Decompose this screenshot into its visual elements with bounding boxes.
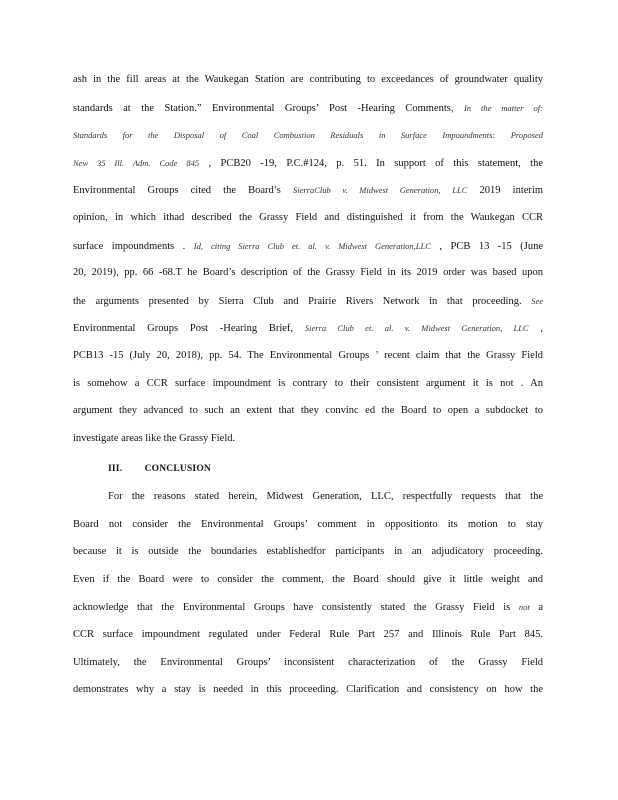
text-line (73, 628, 543, 642)
citation-text: Sierra Club et. al. v. Midwest Generation, LLC (304, 323, 529, 334)
text-line (73, 73, 543, 87)
citation-text: not (518, 602, 530, 613)
text-line (73, 683, 543, 697)
line-text: , PCB 13 -15 (June (430, 240, 543, 252)
line-text: , (528, 323, 543, 335)
line-text: ash in the fill areas at the Waukegan Station are contributing to exceedances of groundwater quality (73, 74, 543, 85)
citation-text: New 35 Ill. Adm. Code 845 (73, 157, 200, 168)
line-text: demonstrates why a stay is needed in this proceeding. Clarification and consistency on how the (73, 684, 543, 696)
text-line (73, 101, 543, 115)
text-line (73, 183, 543, 197)
text-line (73, 377, 543, 391)
text-line (73, 600, 543, 614)
line-text: is somehow a CCR surface impoundment is contrary to their consistent argument it is not . An (73, 377, 543, 389)
line-text: , PCB20 -19, P.C.#124, p. 51. In support of this statement, the (199, 157, 543, 169)
text-line (73, 128, 543, 142)
line-text: Board not consider the Environmental Groups’ comment in oppositionto its motion to stay (73, 518, 543, 530)
text-line (73, 656, 543, 670)
line-text: surface impoundments . (73, 240, 194, 252)
line-text: a (529, 602, 543, 614)
section-heading (108, 462, 211, 476)
line-text: the arguments presented by Sierra Club and Prairie Rivers Network in that proceeding. (73, 295, 532, 307)
text-line (73, 321, 543, 335)
text-line (73, 432, 543, 446)
line-text: acknowledge that the Environmental Groups have consistently stated the Grassy Field is (73, 602, 519, 614)
text-line (73, 404, 543, 418)
line-text: For the reasons stated herein, Midwest Generation, LLC, respectfully requests that the (108, 491, 543, 502)
text-line (73, 239, 543, 253)
citation-text: SierraClub v. Midwest Generation, LLC (292, 185, 468, 196)
text-line (73, 518, 543, 532)
text-line (73, 573, 543, 587)
text-line (73, 211, 543, 225)
citation-text: Id, citing Sierra Club et. al. v. Midwest Generation,LLC (193, 240, 431, 251)
line-text: Environmental Groups Post -Hearing Brief, (73, 323, 305, 335)
line-text: argument they advanced to such an extent that they convinc ed the Board to open a subdocket to (73, 405, 543, 417)
line-text: investigate areas like the Grassy Field. (73, 432, 236, 444)
text-line (73, 349, 543, 363)
line-text: 2019 interim (467, 185, 543, 197)
section-title: CONCLUSION (144, 464, 211, 474)
text-line (73, 266, 543, 280)
line-text: Even if the Board were to consider the comment, the Board should give it little weight and (73, 573, 543, 585)
text-line (73, 294, 543, 308)
section-number: III. (108, 464, 123, 474)
line-text: CCR surface impoundment regulated under Federal Rule Part 257 and Illinois Rule Part 845. (73, 629, 543, 640)
line-text: Ultimately, the Environmental Groups’ inconsistent characterization of the Grassy Field (73, 656, 543, 668)
text-line (73, 156, 543, 170)
line-text: standards at the Station.” Environmental Groups’ Post -Hearing Comments, (73, 102, 464, 114)
line-text: opinion, in which ithad described the Grassy Field and distinguished it from the Waukegan CCR (73, 212, 543, 223)
citation-text: See (531, 295, 543, 306)
citation-text: In the matter of: (463, 102, 543, 113)
line-text: 20, 2019), pp. 66 -68.T he Board’s description of the Grassy Field in its 2019 order was based upon (73, 267, 543, 279)
text-line (73, 545, 543, 559)
line-text: PCB13 -15 (July 20, 2018), pp. 54. The Environmental Groups ’ recent claim that the Grassy Field (73, 350, 543, 361)
line-text: because it is outside the boundaries establishedfor participants in an adjudicatory proceeding. (73, 546, 543, 558)
citation-text: Standards for the Disposal of Coal Combustion Residuals in Surface Impoundments: Proposed (73, 130, 543, 141)
text-line (108, 490, 543, 504)
line-text: Environmental Groups cited the Board’s (73, 185, 293, 197)
